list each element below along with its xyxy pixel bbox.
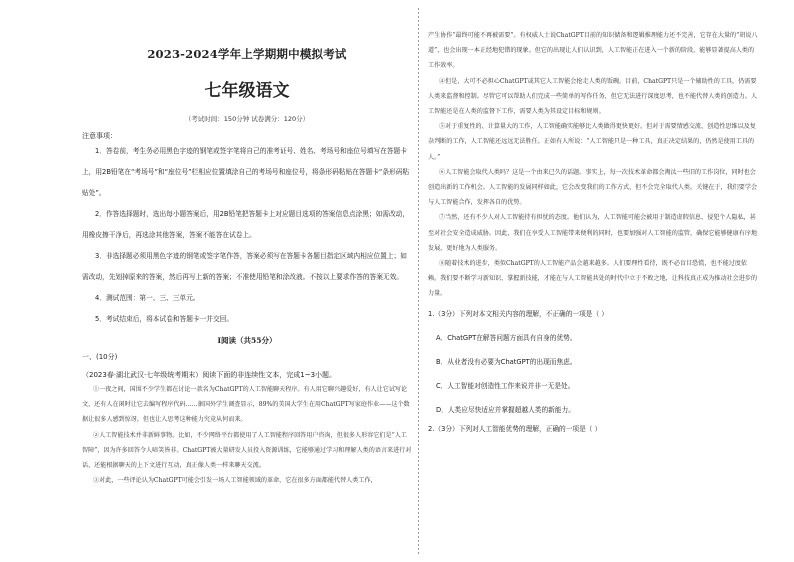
note-item: 3．非选择题必须用黑色字迹的钢笔或签字笔作答，答案必须写在答题卡各题目指定区域内相应位置上；如需改动，先划掉原来的答案，然后再写上新的答案；不准使用铅笔和涂改液。不按以上要求作答的答案无效。 xyxy=(82,252,407,281)
question-stem: 2.（3分）下列对人工智能优势的理解，正确的一项是（ ） xyxy=(428,424,602,433)
note-item: 1．答卷前，考生务必用黑色字迹的钢笔或签字笔将自己的准考证号、姓名、考场号和座位号填写在答题卡上，用2B铅笔在“考场号”和“座位号”栏相应位置填涂自己的考场号和座位号，将条形码粘贴在答题卡“条形码粘贴处”。 xyxy=(82,147,410,197)
note-item: 2．作答选择题时，选出每小题答案后，用2B铅笔把答题卡上对应题目选项的答案信息点涂黑；如需改动，用橡皮擦干净后，再选涂其他答案，答案不能答在试卷上。 xyxy=(82,210,410,239)
exam-meta: （考试时间：150分钟 试卷满分：120分） xyxy=(184,115,310,123)
passage-paragraph: ③对此，一些评论认为ChatGPT可能会引发一场人工智能领域的革命，它在很多方面都能代替人类工作， xyxy=(93,477,377,485)
passage-paragraph: ⑥人工智能会取代人类吗？这是一个由来已久的话题。事实上，每一次技术革命都会淘汰一些旧的工作岗位，同时也会创造出新的工作机会。人工智能的发展同样如此，它会改变我们的工作方式，但不会完全取代人类。关键在于，我们要学会与人工智能合作，发挥各自的优势。 xyxy=(428,168,758,207)
answer-option-d[interactable]: D．人类应尽快适应并掌握超越人类的新能力。 xyxy=(436,405,575,414)
answer-option-a[interactable]: A．ChatGPT在解答问题方面具有自身的优势。 xyxy=(436,333,577,342)
passage-paragraph: ④但是，大可不必担心ChatGPT或其它人工智能会抢走人类的饭碗。目前，ChatGPT只是一个辅助性的工具，仍需要人类来监督和控制。尽管它可以帮助人们完成一些简单的写作任务，但它无法进行深度思考，也不能代替人类的创造力。人工智能还是在人类的监督下工作，需要人类为其设定目标和规则。 xyxy=(428,77,758,116)
subject-title: 七年级语文 xyxy=(204,81,290,101)
column-divider xyxy=(418,8,419,556)
question-stem: 1.（3分）下列对本文相关内容的理解，不正确的一项是（ ） xyxy=(428,309,608,318)
passage-paragraph: ⑤对于重复性的、计算量大的工作，人工智能确实能够比人类做得更快更好。但对于需要情感交流、创造性思维以及复杂判断的工作，人工智能还远远无法胜任。正如有人所说：“人工智能只是一种工具，真正决定结果的，仍然是使用工具的人。” xyxy=(428,123,756,161)
note-item: 4．测试范围：第一、三、三单元。 xyxy=(95,294,200,302)
answer-option-b[interactable]: B．从业者没有必要为ChatGPT的出现而焦虑。 xyxy=(436,357,577,366)
notes-title: 注意事项： xyxy=(82,132,117,140)
answer-option-c[interactable]: C．人工智能对创造性工作来说并非一无是处。 xyxy=(436,381,575,390)
exam-title: 2023-2024学年上学期期中模拟考试 xyxy=(147,47,347,61)
part-heading: 一、(10分) xyxy=(82,353,118,361)
left-column xyxy=(82,28,412,488)
passage-paragraph: ②人工智能技术并非新鲜事物。比如，不少网络平台都使用了人工智能程序回答用户咨询，但很多人形容它们是“人工智障”，因为许多回答令人啼笑皆非。ChatGPT被大量研发人员投入资源训练，它能够通过学习和理解人类的语言来进行对话，还能根据聊天的上下文进行互动，真正像人类一样来聊天交流。 xyxy=(82,431,412,470)
note-item: 5．考试结束后，将本试卷和答题卡一并交回。 xyxy=(95,315,234,323)
passage-paragraph: ⑧随着技术的进步，类似ChatGPT的人工智能产品会越来越多。人们要理性看待，既不必盲目恐慌，也不能过度依赖。我们要不断学习新知识、掌握新技能，才能在与人工智能共处的时代中立于不败之地，让科技真正成为推动社会进步的力量。 xyxy=(428,260,758,298)
right-column xyxy=(428,28,758,436)
section-title: Ⅰ阅读（共55分） xyxy=(217,336,277,345)
passage-paragraph: 产生协作“最终可能不再被需要”。有权威人士说ChatGPT目前的知识储备和逻辑推理能力还不完善，它存在大量的“胡说八道”，也会出现一本正经地犯错的现象。但它的出现让人们认识到，人工智能正在进入一个新的阶段，能够显著提高人类的工作效率。 xyxy=(428,32,758,70)
reading-intro: （2023春·湖北武汉·七年级统考期末）阅读下面的非连续性文本，完成1~3小题。 xyxy=(82,371,337,379)
passage-paragraph: ⑦当然，还有不少人对人工智能持有担忧的态度。他们认为，人工智能可能会被用于制造虚假信息、侵犯个人隐私，甚至对社会安全造成威胁。因此，我们在享受人工智能带来便利的同时，也要加强对人工智能的监管，确保它能够健康有序地发展，更好地为人类服务。 xyxy=(428,214,758,252)
passage-paragraph: ①一夜之间，国围不少学生都在讨论一款名为ChatGPT的人工智能聊天程序。有人用它聊兴趣爱好，有人让它试写论文，还有人在闲时让它去编写程序代码……据国外学生调查显示，89%的美国大学生在用ChatGPT写家庭作业——这个数据让很多人感到惊讶，但也让人思考这种能力究竟从何而来。 xyxy=(82,386,410,424)
